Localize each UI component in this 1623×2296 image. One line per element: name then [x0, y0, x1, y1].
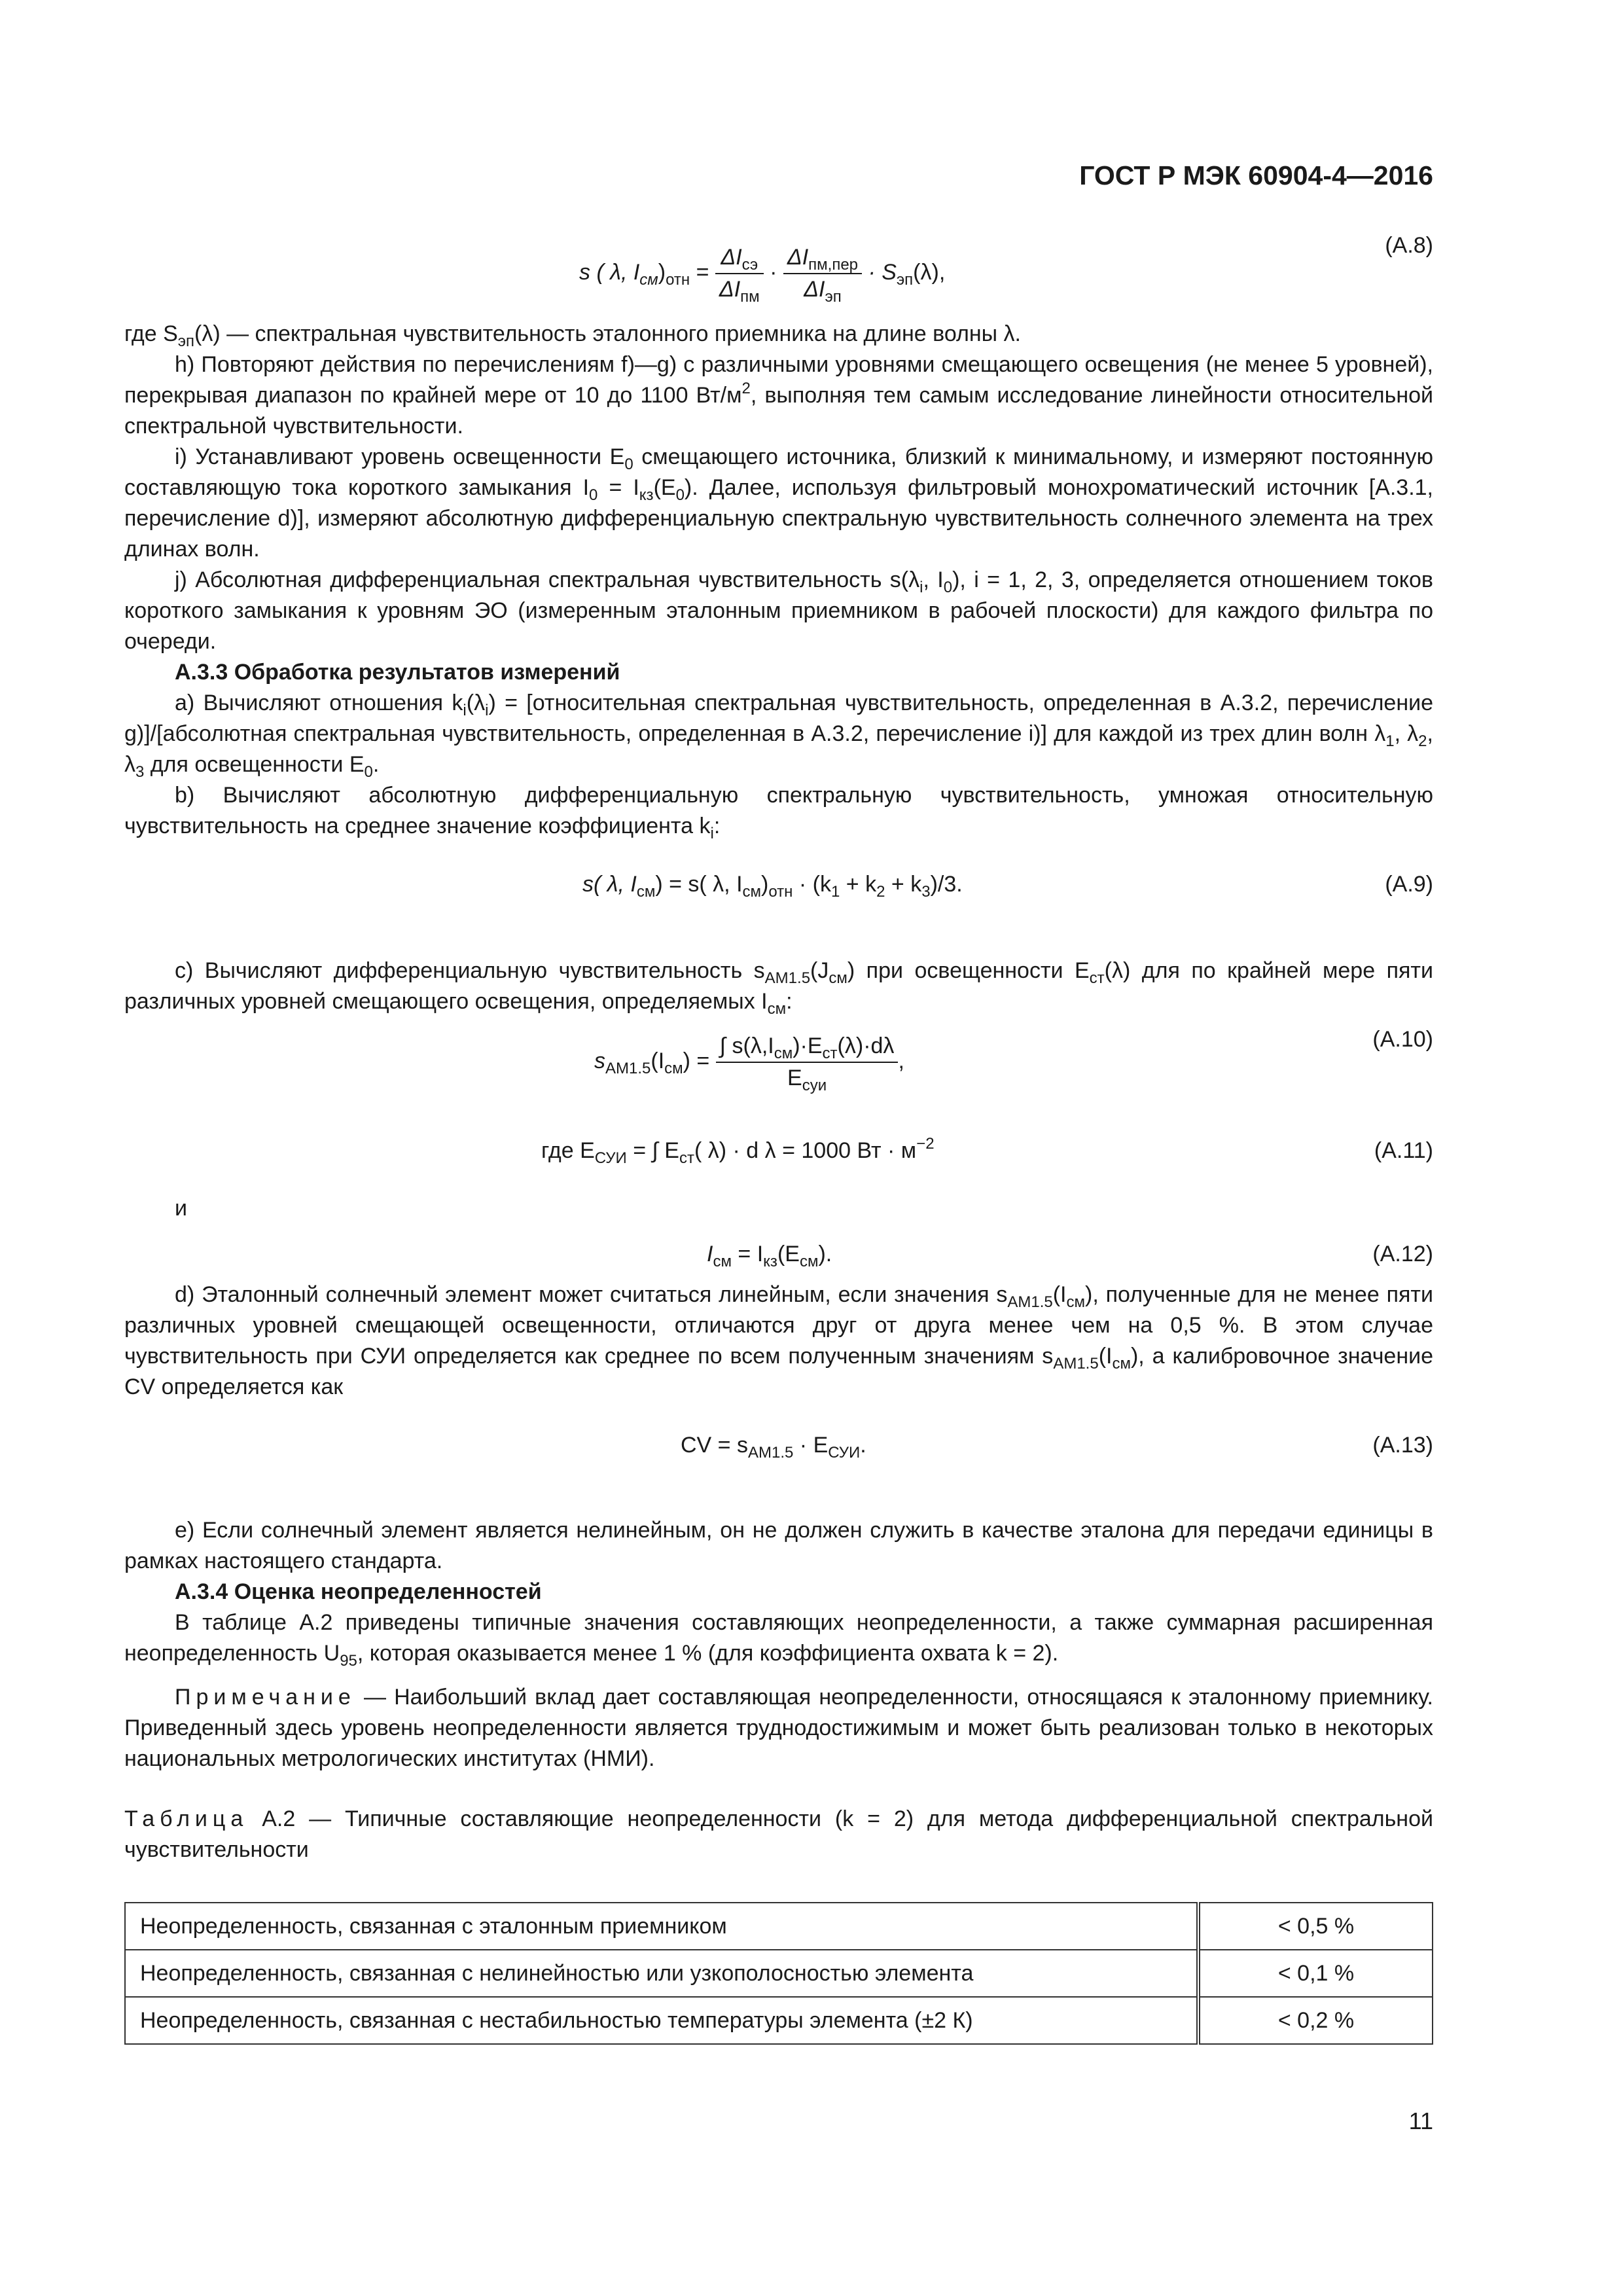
fraction-a10: $\frac{\int s(\lambda,I_{см})\cdot E_{ст}(\lambda)\cdot d\lambda}{E_{суи}}$	[716, 1031, 899, 1094]
formula-a13-number: (А.13)	[1372, 1433, 1433, 1458]
formula-a11	[124, 1136, 1433, 1175]
formula-a8	[124, 230, 1433, 306]
paragraph-a: a) Вычисляют отношения $k_i(\lambda_i)$ = [относительная спектральная чувствительность, определенная в А.3.2, перечисление g)]/[абсолютная спектральная чувствительность, определенная в А.3.2, перечисление i)] для каждой из трех длин волн $\lambda_1$, $\lambda_2$, $\lambda_3$ для освещенности $E_0$.	[124, 691, 1433, 781]
fraction-1: $\frac{\Delta I_{сэ}}{\Delta I_{пм}}$	[715, 242, 764, 305]
paragraph-d: d) Эталонный солнечный элемент может считаться линейным, если значения $s_{AM1.5}(I_{см})$, полученные для не менее пяти различных уровней смещающей освещенности, отличаются друг от друга менее чем на 0,5 %. В этом случае чувствительность при СУИ определяется как среднее по всем полученным значениям $s_{AM1.5}(I_{см})$, а калибровочное значение CV определяется как	[124, 1282, 1434, 1399]
paragraph-table-intro: В таблице А.2 приведены типичные значения составляющих неопределенности, а также суммарная расширенная неопределенность $U_{95}$, которая оказывается менее 1 % (для коэффициента охвата k = 2).	[124, 1610, 1433, 1670]
formula-a12-expression: $I_{см} = I_{кз}(E_{см})$.	[707, 1242, 832, 1270]
formula-a13	[124, 1430, 1433, 1469]
formula-a12	[124, 1239, 1433, 1278]
table-cell-value: < 0,2 %	[1198, 1997, 1433, 2044]
table-row	[125, 1950, 1433, 1997]
paragraph-c: c) Вычисляют дифференциальную чувствительность $s_{AM1.5}(J_{см})$ при освещенности $E_{ст}(\lambda)$ для по крайней мере пяти различных уровней смещающего освещения, определяемых $I_{см}$:	[124, 958, 1433, 1018]
formula-a9-expression: s( λ, $I_{см}) = s$( λ, $I_{см})_{отн} \cdot (k_1 + k_2 + k_3)/3$.	[582, 872, 963, 901]
fraction-2: $\frac{\Delta I_{пм,пер}}{\Delta I_{эп}}$	[783, 242, 862, 305]
formula-a10-expression: $s_{AM1.5}(I_{см})$ = $\frac{\int s(\lambda,I_{см})\cdot E_{ст}(\lambda)\cdot d\lambda}{E_{суи}}$ ,	[594, 1031, 904, 1094]
uncertainty-table	[124, 1902, 1433, 2045]
table-cell-label: Неопределенность, связанная с нестабильностью температуры элемента (±2 К)	[125, 1997, 1198, 2044]
paragraph-e: e) Если солнечный элемент является нелинейным, он не должен служить в качестве эталона для передачи единицы в рамках настоящего стандарта.	[124, 1518, 1433, 1573]
paragraph-j: j) Абсолютная дифференциальная спектральная чувствительность $s(\lambda_i$, $I_0$), i = 1, 2, 3, определяется отношением токов короткого замыкания к уровням ЭО (измеренным эталонным приемником в рабочей плоскости) для каждого фильтра по очереди.	[124, 567, 1433, 654]
page-number: 11	[1408, 2108, 1433, 2134]
document-id-header: ГОСТ Р МЭК 60904-4—2016	[1079, 160, 1433, 190]
formula-a10-number: (А.10)	[1372, 1027, 1433, 1052]
note-paragraph: Примечание — Наибольший вклад дает составляющая неопределенности, относящаяся к эталонному приемнику. Приведенный здесь уровень неопределенности является труднодостижимым и может быть реализован только в некоторых национальных метрологических институтах (НМИ).	[124, 1685, 1433, 1771]
paragraph-i: i) Устанавливают уровень освещенности $E_0$ смещающего источника, близкий к минимальному, и измеряют постоянную составляющую тока короткого замыкания $I_0 = I_{кз}(E_0)$. Далее, используя фильтровый монохроматический источник [А.3.1, перечисление d)], измеряют абсолютную дифференциальную спектральную чувствительность солнечного элемента на трех длинах волн.	[124, 444, 1433, 562]
paragraph-h: h) Повторяют действия по перечислениям f)—g) с различными уровнями смещающего освещения (не менее 5 уровней), перекрывая диапазон по крайней мере от 10 до 1100 $Вт/м^2$, выполняя тем самым исследование линейности относительной спектральной чувствительности.	[124, 352, 1433, 439]
formula-a11-expression: где $E_{СУИ}$ = ∫ $E_{ст}$( λ) · d λ = 1000 Вт · $м^{-2}$	[541, 1135, 935, 1167]
heading-a34: А.3.4 Оценка неопределенностей	[175, 1579, 542, 1604]
note-label: Примечание	[175, 1685, 356, 1710]
table-cell-value: < 0,5 %	[1198, 1903, 1433, 1950]
heading-a33: А.3.3 Обработка результатов измерений	[175, 660, 620, 685]
formula-a8-number: (А.8)	[1385, 233, 1433, 258]
table-cell-value: < 0,1 %	[1198, 1950, 1433, 1997]
table-caption: Таблица А.2 — Типичные составляющие неопределенности (k = 2) для метода дифференциальной спектральной чувствительности	[124, 1806, 1433, 1862]
formula-a8-expression: s ( λ, $I_{см})_{отн}$ = $\frac{\Delta I_{сэ}}{\Delta I_{пм}}$ · $\frac{\Delta I_{пм,пер}}{\Delta I_{эп}}$ · $S_{эп}(\lambda)$,	[579, 242, 945, 305]
and-word: и	[175, 1196, 187, 1221]
formula-a9	[124, 869, 1433, 908]
formula-a10	[124, 1024, 1433, 1103]
table-row	[125, 1997, 1433, 2044]
table-cell-label: Неопределенность, связанная с нелинейностью или узкополосностью элемента	[125, 1950, 1198, 1997]
table-row	[125, 1903, 1433, 1950]
formula-a11-number: (А.11)	[1374, 1138, 1433, 1163]
formula-a13-expression: CV = $s_{AM1.5} \cdot E_{СУИ}$.	[681, 1433, 866, 1462]
formula-a9-number: (А.9)	[1385, 872, 1433, 897]
table-cell-label: Неопределенность, связанная с эталонным приемником	[125, 1903, 1198, 1950]
paragraph-b: b) Вычисляют абсолютную дифференциальную спектральную чувствительность, умножая относительную чувствительность на среднее значение коэффициента $k_i$:	[124, 783, 1433, 842]
table-caption-label: Таблица	[124, 1806, 249, 1831]
paragraph-where-sep: где $S_{эп}(\lambda)$ — спектральная чувствительность эталонного приемника на длине волны λ.	[124, 321, 1021, 350]
formula-a12-number: (А.12)	[1372, 1242, 1433, 1266]
